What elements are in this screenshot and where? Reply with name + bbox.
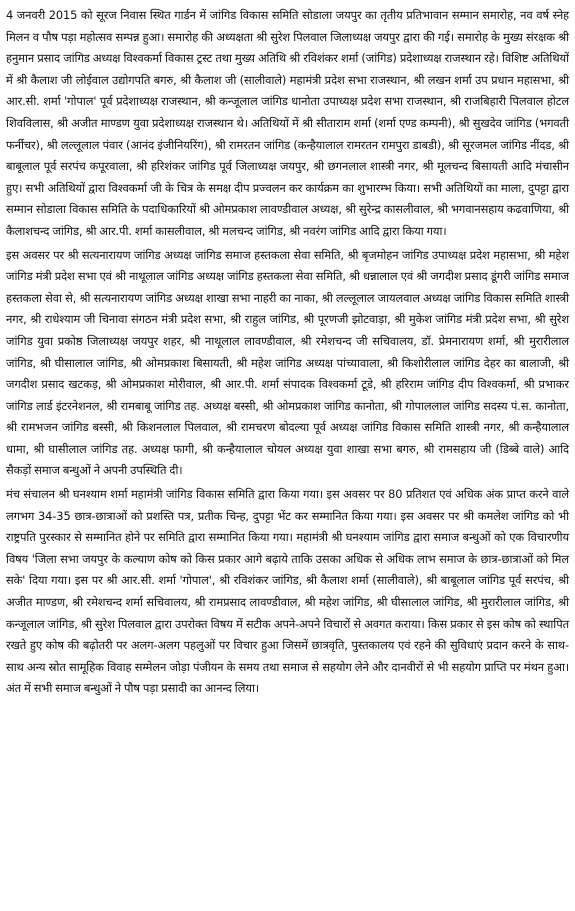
paragraph-attendees: इस अवसर पर श्री सत्यनारायण जांगिड अध्यक्ष जांगिड समाज हस्तकला सेवा समिति, श्री बृजमोहन जांगिड उपाध्यक्ष प्रदेश महासभा, श्री महेश जांगिड मंत्री प्रदेश सभा एवं श्री नाथूलाल जांगिड अध्यक्ष जांगिड हस्तकला सेवा समिति, श्री धन्नालाल एवं श्री जगदीश प्रसाद डूंगरी जांगिड समाज हस्तकला सेवा से, श्री सत्यनारायण जांगिड अध्यक्ष शाखा सभा नाहरी का नाका, श्री लल्लूलाल जायलवाल अध्यक्ष जांगिड विकास समिति शास्त्री नगर, श्री राधेश्याम जी चिनावा संगठन मंत्री प्रदेश सभा, श्री राहुल जांगिड, श्री पूरणजी झोटवाड़ा, श्री मुकेश जांगिड मंत्री प्रदेश सभा, श्री सुरेश जांगिड युवा प्रकोष्ठ जिलाध्यक्ष जयपुर शहर, श्री नाथूलाल लावण्डीवाल, श्री रमेशचन्द जी सचिवालय, डॉ. प्रेमनारायण शर्मा, श्री मुरारीलाल जांगिड, श्री घीसालाल जांगिड, श्री ओमप्रकाश बिसायती, श्री महेश जांगिड अध्यक्ष पांच्यावाला, श्री किशोरीलाल जांगिड देहर का बालाजी, श्री जगदीश प्रसाद खटकड़, श्री ओमप्रकाश मोरीवाल, श्री आर.पी. शर्मा संपादक विश्वकर्मा टूडे, श्री हरिराम जांगिड दीप विश्वकर्मा, श्री प्रभाकर जांगिड लार्ड इंटरनेशनल, श्री रामबाबू जांगिड तह. अध्यक्ष बस्सी, श्री ओमप्रकाश जांगिड कानोता, श्री गोपाललाल जांगिड सदस्य पं.स. कानोता, श्री रामभजन जांगिड बस्सी, श्री किशनलाल पिलवाल, श्री रामचरण बोदल्या पूर्व अध्यक्ष जांगिड विकास समिति शास्त्री नगर, श्री कन्हैयालाल धामा, श्री घासीलाल जांगिड तह. अध्यक्ष फागी, श्री कन्हैयालाल चोयल अध्यक्ष युवा शाखा सभा बगरु, श्री रामसहाय जी (डिब्बे वाले) आदि सैकड़ों समाज बन्धुओं ने अपनी उपस्थिति दी।	[6, 247, 569, 478]
paragraph-program-details: 4 जनवरी 2015 को सूरज निवास स्थित गार्डन में जांगिड विकास समिति सोडाला जयपुर का तृतीय प्रतिभावान सम्मान समारोह, नव वर्ष स्नेह मिलन व पौष पड़ा महोत्सव सम्पन्न हुआ। समारोह की अध्यक्षता श्री सुरेश पिलवाल जिलाध्यक्ष जयपुर द्वारा की गई। समारोह के मुख्य संरक्षक श्री हनुमान प्रसाद जांगिड अध्यक्ष विश्वकर्मा विकास ट्रस्ट तथा मुख्य अतिथि श्री रविशंकर शर्मा (जांगिड) प्रदेशाध्यक्ष राजस्थान रहे। विशिष्ट अतिथियों में श्री कैलाश जी लोईवाल उद्योगपति बगरु, श्री कैलाश जी (सालीवाले) महामंत्री प्रदेश सभा राजस्थान, श्री लखन शर्मा उप प्रधान महासभा, श्री आर.सी. शर्मा 'गोपाल' पूर्व प्रदेशाध्यक्ष राजस्थान, श्री कन्जूलाल जांगिड धानोता उपाध्यक्ष प्रदेश सभा राजस्थान, श्री राजबिहारी पिलवाल होटल शिवविलास, श्री अजीत माण्डण युवा प्रदेशाध्यक्ष राजस्थान थे। अतिथियों में श्री सीताराम शर्मा (शर्मा एण्ड कम्पनी), श्री सुखदेव जांगिड (भगवती फर्नीचर), श्री लल्लूलाल पंवार (आनंद इंजीनियरिंग), श्री रामरतन जांगिड (कन्हैयालाल रामरतन रामपुरा डाबडी), श्री सूरजमल जांगिड नींदड, श्री बाबूलाल पूर्व सरपंच कपूरवाला, श्री हरिशंकर जांगिड पूर्व जिलाध्यक्ष जयपुर, श्री छगनलाल शास्त्री नगर, श्री मूलचन्द बिसायती आदि मंचासीन हुए। सभी अतिथियों द्वारा विश्वकर्मा जी के चित्र के समक्ष दीप प्रज्वलन कर कार्यक्रम का शुभारम्भ किया। सभी अतिथियों का माला, दुपट्टा द्वारा सम्मान सोडाला विकास समिति के पदाधिकारियों श्री ओमप्रकाश लावण्डीवाल अध्यक्ष, श्री सुरेन्द्र कासलीवाल, श्री भगवानसहाय कढवाणिया, श्री कैलाशचन्द जांगिड, श्री आर.पी. शर्मा कासलीवाल, श्री मलचन्द जांगिड, श्री नवरंग जांगिड आदि द्वारा किया गया।	[6, 8, 569, 238]
paragraph-felicitation-discussion: मंच संचालन श्री घनश्याम शर्मा महामंत्री जांगिड विकास समिति द्वारा किया गया। इस अवसर पर 80 प्रतिशत एवं अधिक अंक प्राप्त करने वाले लगभग 34-35 छात्र-छात्राओं को प्रशस्ति पत्र, प्रतीक चिन्ह, दुपट्टा भेंट कर सम्मानित किया गया। इस अवसर पर श्री कमलेश जांगिड को भी राष्ट्रपति पुरस्कार से सम्मानित होने पर समिति द्वारा सम्मानित किया गया। महामंत्री श्री घनश्याम जांगिड द्वारा समाज बन्धुओं को एक विचारणीय विषय 'जिला सभा जयपुर के कल्याण कोष को किस प्रकार आगे बढ़ाये ताकि उसका अधिक से अधिक लाभ समाज के छात्र-छात्राओं को मिल सके' दिया गया। इस पर श्री आर.सी. शर्मा 'गोपाल', श्री रविशंकर जांगिड, श्री कैलाश शर्मा (सालीवाले), श्री बाबूलाल जांगिड पूर्व सरपंच, श्री अजीत माण्डण, श्री रमेशचन्द शर्मा सचिवालय, श्री रामप्रसाद लावण्डीवाल, श्री महेश जांगिड, श्री घीसालाल जांगिड, श्री मुरारीलाल जांगिड, श्री कन्जूलाल जांगिड, श्री सुरेश पिलवाल द्वारा उपरोक्त विषय में सटीक अपने-अपने विचारों से अवगत कराया। किस प्रकार से इस कोष को स्थापित रखते हुए कोष की बढ़ोतरी पर अलग-अलग पहलुओं पर विचार हुआ जिसमें छात्रवृति, पुस्तकालय एवं रहने की सुविधाएं प्रदान करने के साथ-साथ अन्य स्रोत सामूहिक विवाह सम्मेलन जोड़ा पंजीयन के समय तथा समाज से सहयोग लेने और दानवीरों से भी सहयोग प्राप्ति पर मंथन हुआ। अंत में सभी समाज बन्धुओं ने पौष पड़ा प्रसादी का आनन्द लिया।	[6, 487, 569, 696]
